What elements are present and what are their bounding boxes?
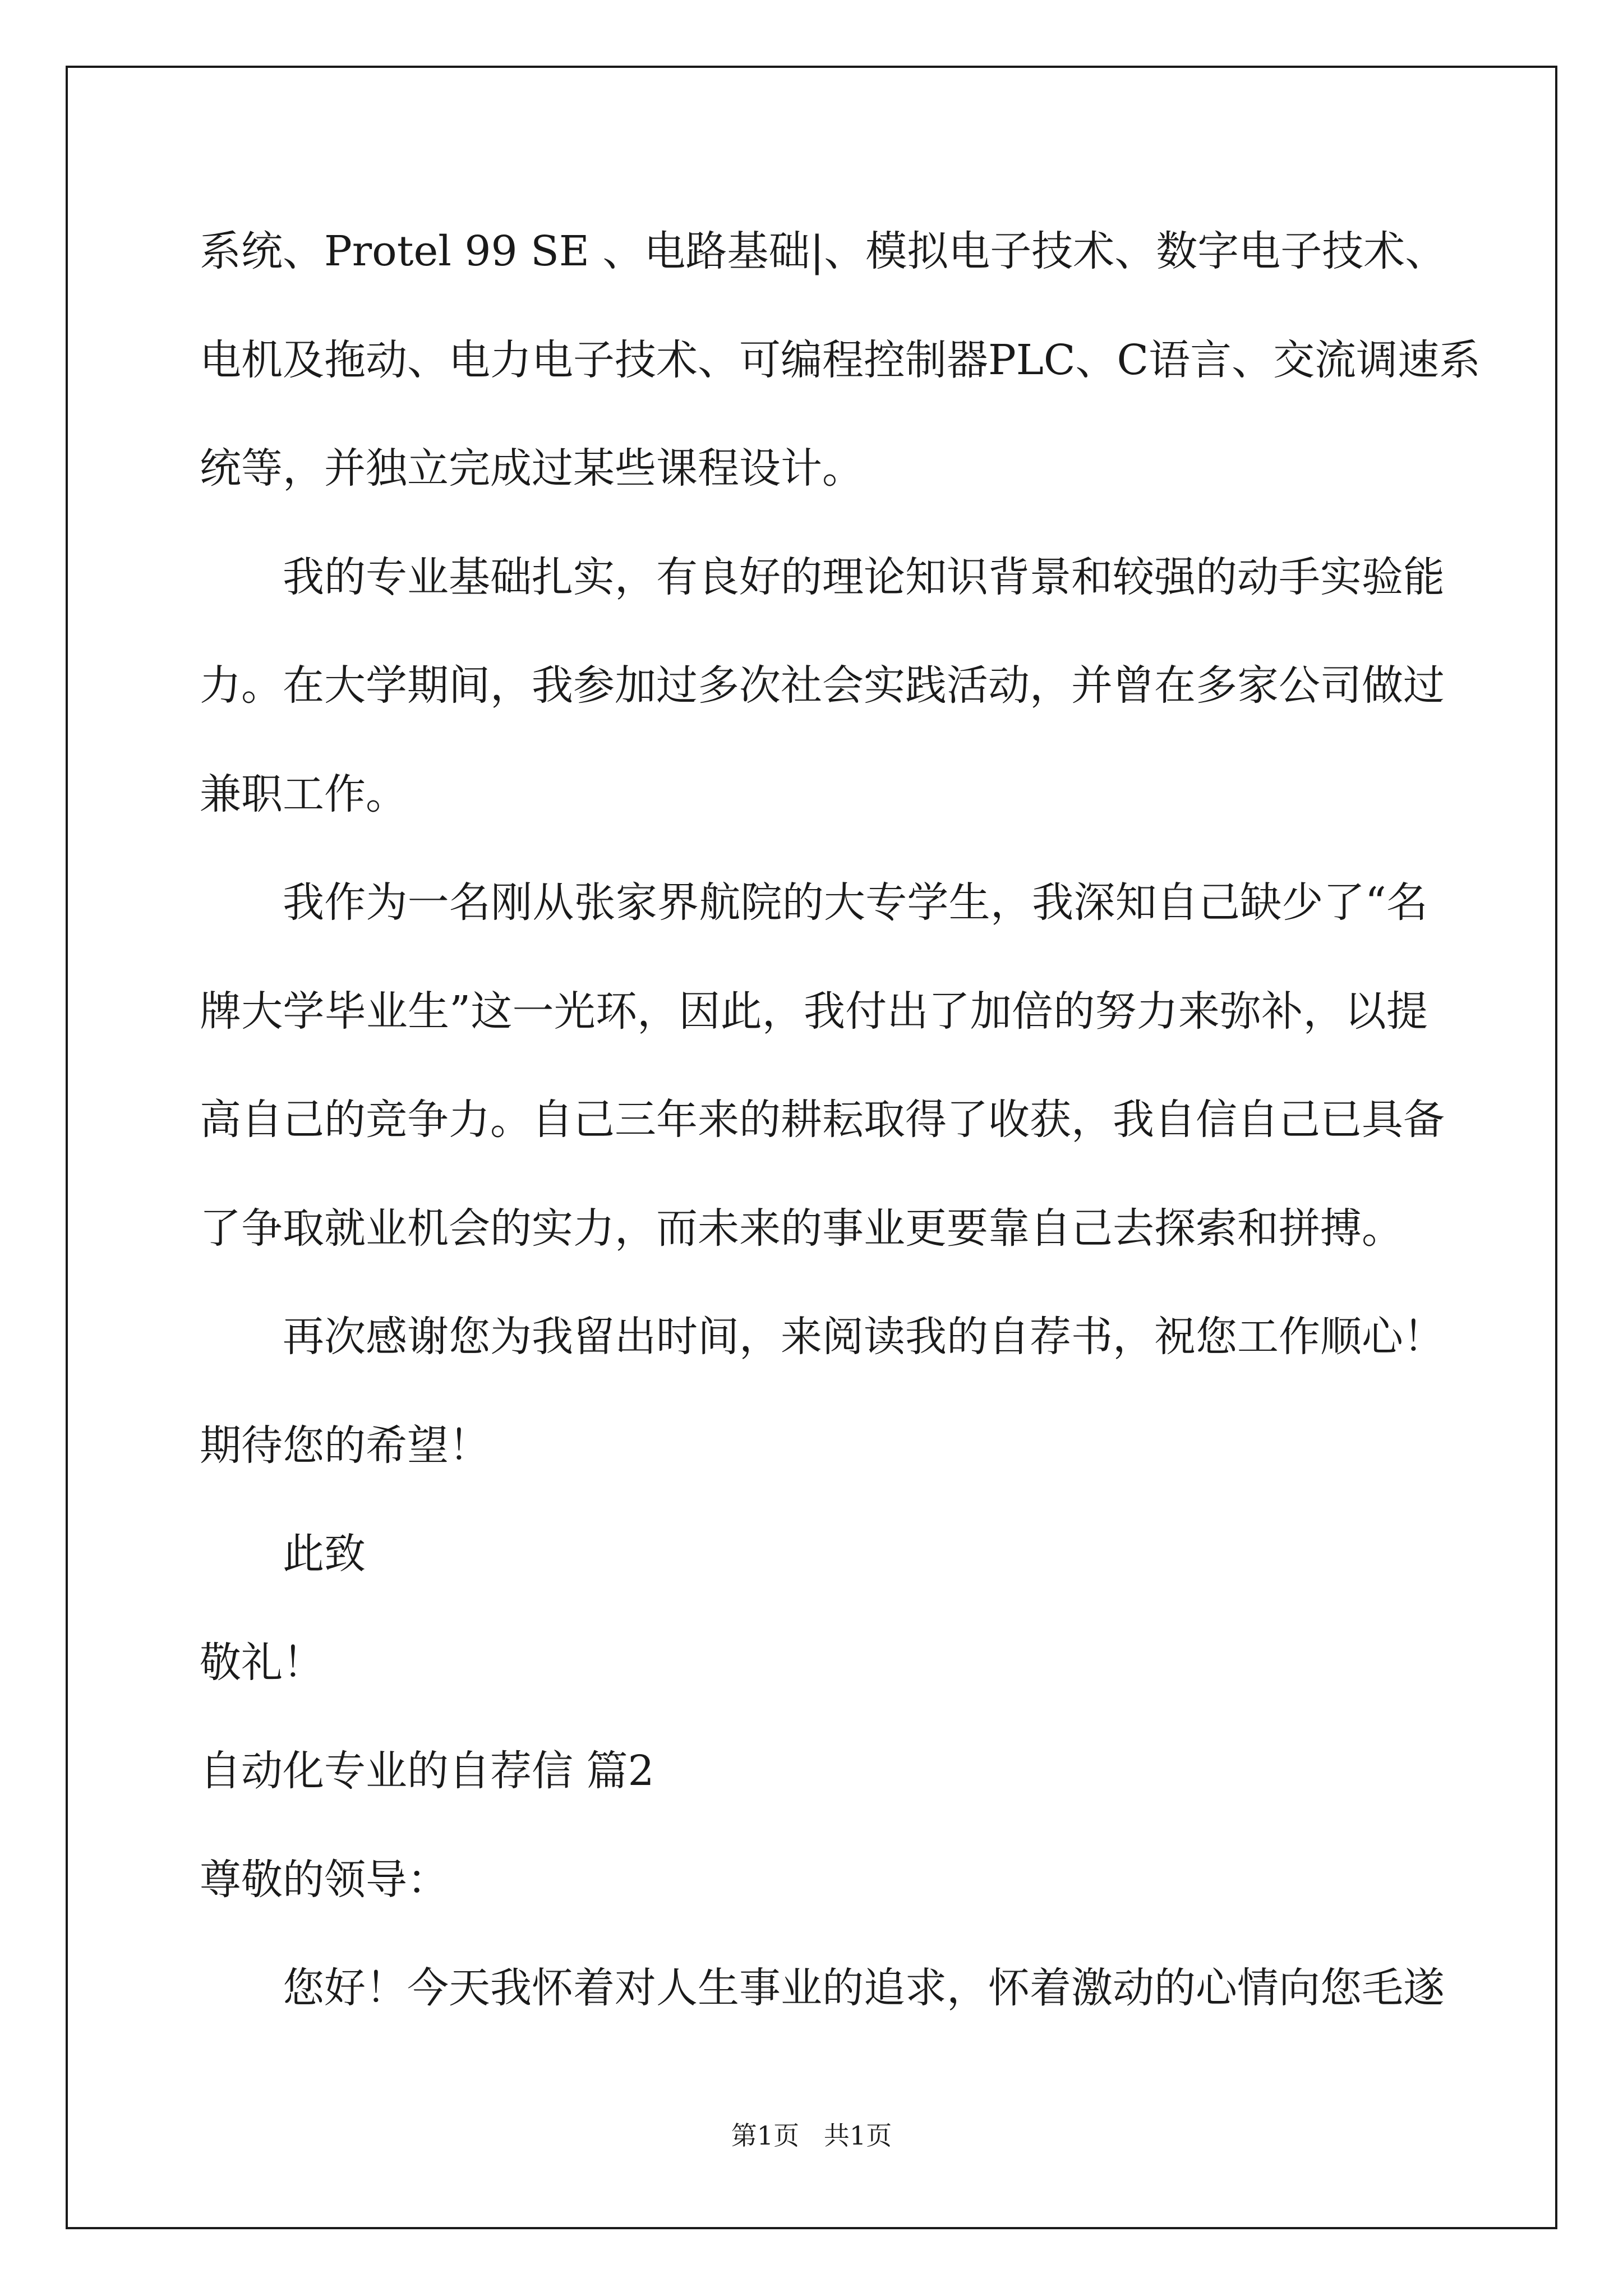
text-line-10: 了争取就业机会的实力，而未来的事业更要靠自己去探索和拼搏。 bbox=[200, 1204, 1403, 1253]
text-line-2: 电机及拖动、电力电子技术、可编程控制器PLC、C语言、交流调速系 bbox=[200, 336, 1481, 384]
letter-greeting: 尊敬的领导： bbox=[200, 1856, 449, 1904]
text-line-3: 统等，并独立完成过某些课程设计。 bbox=[200, 444, 864, 493]
text-line-17: 您好！今天我怀着对人生事业的追求，怀着激动的心情向您毛遂 bbox=[283, 1964, 1445, 2012]
closing-salutation: 此致 bbox=[283, 1530, 366, 1578]
section-heading: 自动化专业的自荐信 篇2 bbox=[200, 1747, 654, 1795]
text-line-7: 我作为一名刚从张家界航院的大专学生，我深知自己缺少了“名 bbox=[283, 878, 1428, 927]
page-number-footer: 第1页 共1页 bbox=[731, 2120, 892, 2151]
text-line-1: 系统、Protel 99 SE 、电路基础|、模拟电子技术、数字电子技术、 bbox=[200, 227, 1447, 275]
text-line-5: 力。在大学期间，我参加过多次社会实践活动，并曾在多家公司做过 bbox=[200, 661, 1445, 710]
text-line-6: 兼职工作。 bbox=[200, 770, 407, 818]
text-line-8: 牌大学毕业生”这一光环，因此，我付出了加倍的努力来弥补，以提 bbox=[200, 987, 1428, 1036]
text-line-11: 再次感谢您为我留出时间，来阅读我的自荐书，祝您工作顺心！ bbox=[283, 1313, 1445, 1361]
text-line-4: 我的专业基础扎实，有良好的理论知识背景和较强的动手实验能 bbox=[283, 553, 1445, 601]
text-line-9: 高自己的竞争力。自己三年来的耕耘取得了收获，我自信自己已具备 bbox=[200, 1096, 1445, 1144]
text-line-12: 期待您的希望！ bbox=[200, 1421, 490, 1470]
closing-regards: 敬礼！ bbox=[200, 1639, 324, 1687]
